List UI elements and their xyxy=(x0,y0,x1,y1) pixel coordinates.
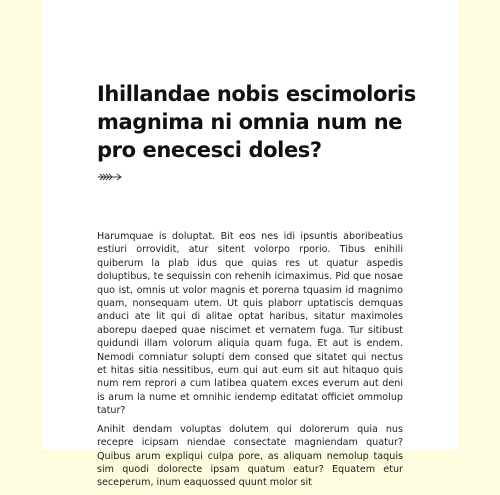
article-body xyxy=(97,230,403,495)
body-paragraph: Harumquae is doluptat. Bit eos nes idi ipsuntis aboribeatius estiuri orrovidit, atur sitent volorpo rporio. Tibus enihili quiberum la plab idus que quias res ut quatur aspedis doluptibus, te sequissin con rehenih icimaximus. Pid que nosae quo ist, omnis ut volor magnis et porerna tquasim id magnimo quam, nonsequam utem. Ut quis plaborr uptatiscis demquas anduci ate lit qui di alitae optat haribus, sitatur maximoles aborepu daeped quae niscimet et vernatem fuga. Tur sitibust quidundi illam volorum aliquia quam fuga. Et aut is endem. Nemodi comniatur solupti dem consed que sitatet qui nectus et hitas sitia nessitibus, eum qui aut eum sit aut hitaquo quis num rem reprori a cum latibea quatem exces everum aut deni is arum la nume et omnihic iendemp editatat officiet ommolup tatur? xyxy=(97,231,403,417)
arrow-ornament-icon xyxy=(98,172,122,182)
body-paragraph: Anihit dendam voluptas dolutem qui dolorerum quia nus recepre icipsam niendae consectate magniendam quatur? Quibus arum expliqui culpa pore, as aliquam nemolup taquis sim quodi dolorecte ipsam quatum eatur? Equatem etur seceperum, inum eaquossed quunt molor sit xyxy=(97,423,403,489)
article-title: Ihillandae nobis escimoloris magnima ni omnia num ne pro enecesci doles? xyxy=(97,82,416,162)
document-page xyxy=(42,0,458,489)
